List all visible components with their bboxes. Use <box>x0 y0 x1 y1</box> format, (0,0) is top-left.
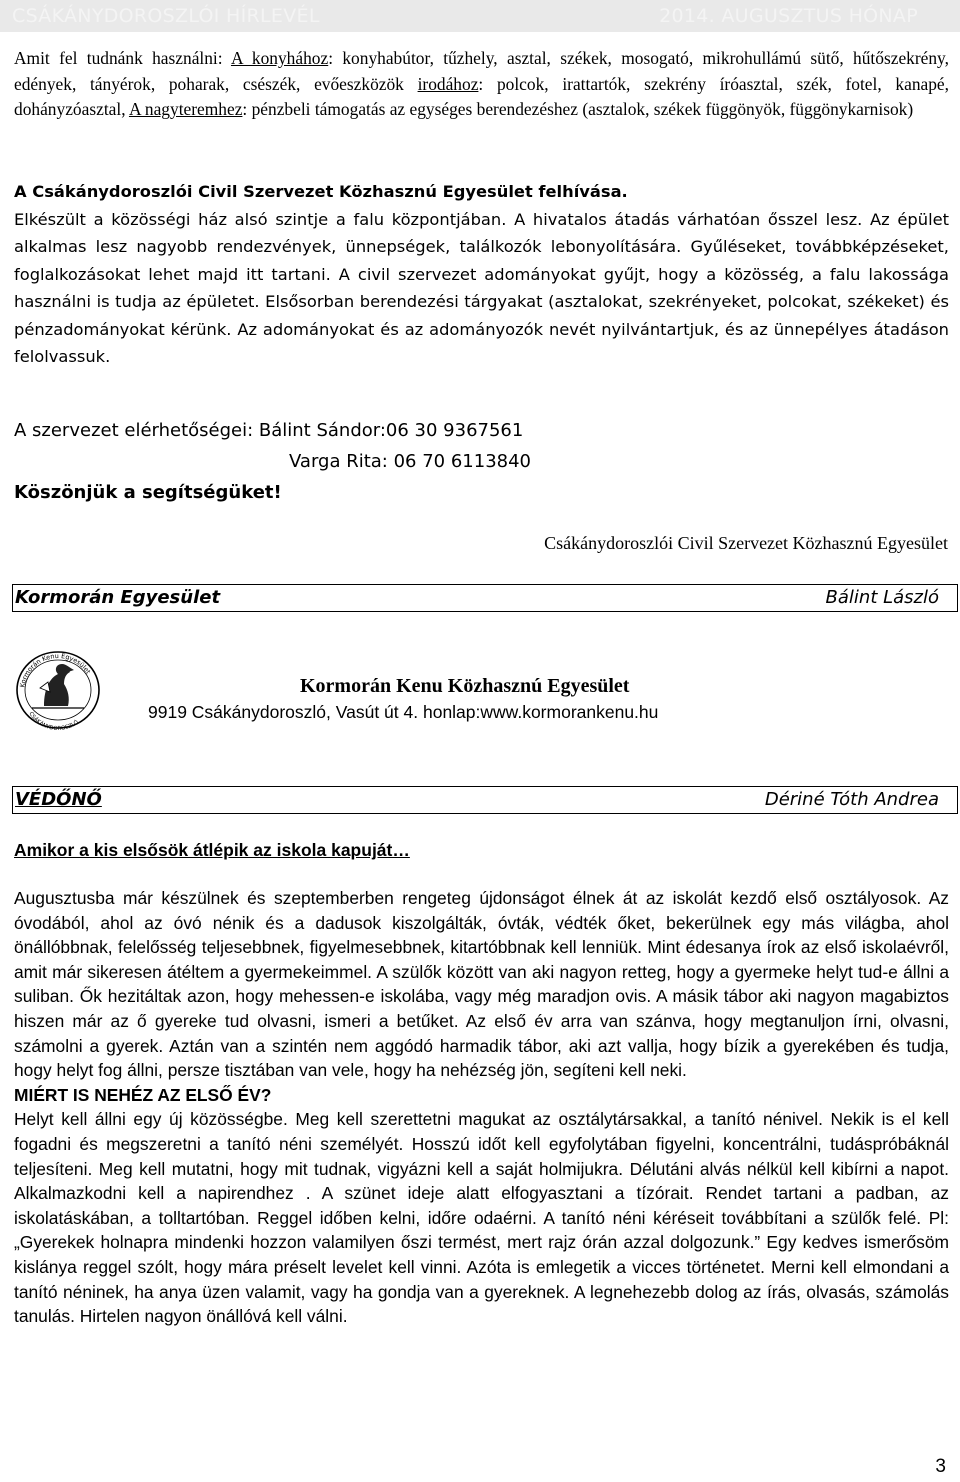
civil-appeal <box>14 178 949 371</box>
kormoran-section-title: Kormorán Egyesület <box>15 587 221 608</box>
issue-date: 2014. AUGUSZTUS HÓNAP <box>659 5 918 27</box>
vedono-author: Dériné Tóth Andrea <box>764 789 939 810</box>
logo-arc-text-bottom: CSÁKÁNYDOROSZLÓ <box>27 711 80 730</box>
hall-label: A nagyteremhez <box>128 99 243 119</box>
contacts-line-1: A szervezet elérhetőségei: Bálint Sándor:06 30 9367561 <box>14 420 524 441</box>
svg-text:CSÁKÁNYDOROSZLÓ <box>27 711 80 730</box>
article-paragraph-1: Augusztusba már készülnek és szeptemberben rengeteg újdonságot élnek át az iskolát kezdő első osztályosok. Az óvodából, ahol az óvó nénik és a dadusok kiszolgálták, óvták, védték őket, bekerülnek egy más világba, ahol önállóbbnak, felelősség teljesebbnek, figyelmesebbnek, kitartóbbnak kell lenniük. Mint édesanya írok az első iskolaévről, amit már sikeresen átéltem a gyermekeimmel. A szülők között van aki nagyon retteg, hogy a gyermeke helyt tud-e állni a suliban. Ők hezitáltak azon, hogy mehessen-e iskolába, vagy még maradjon ovis. A másik tábor aki nagyon magabiztos hiszen már az ő gyereke tud olvasni, ismeri a betűket. Az első év arra van szánva, hogy megtanuljon írni, olvasni, számolni a gyerek. Aztán van a szintén nem aggódó harmadik tábor, aki azt vallja, hogy bízik a gyerekében és tudja, hogy helyt fog állni, persze tisztában van vele, hogy ha nehézség jön, segíteni kell neki. <box>14 888 949 1081</box>
wishlist-lead: Amit fel tudnánk használni: <box>14 48 231 68</box>
office-label: irodához <box>417 73 479 94</box>
article-paragraph-2: Helyt kell állni egy új közösségbe. Meg kell szerettetni magukat az osztálytársakkal, a tanító nénivel. Nekik is el kell fogadni és megszeretni a tanító néni személyét. Hosszú időt kell egyfolytában figyelni, koncentrálni, tudáspróbáknál teljesíteni. Meg kell mutatni, hogy mit tudnak, vigyázni kell a saját holmijukra. Délutáni alvás nélkül kell kibírni a napot. Alkalmazkodni kell a napirendhez . A szünet ideje alatt elfogyasztani a tízórait. Rendet tartani a padban, az iskolatáskában, a tolltartóban. Reggel időben kelni, időre odaérni. A tanító néni kéréseit továbbítani a szülők felé. Pl: „Gyerekek holnapra mindenki hozzon valamilyen őszi termést, mert rajz órán azzal dolgozunk.” Egy kedves ismerősöm kislánya reggel szólt, hogy mára préselt levelet kell vinni. Azóta is emlegetik a vicces történetet. Merni kell elmondani a tanító néninek, ha anya üzen valamit, vagy ha gondja van a gyereknek. A legnehezebb dolog az írás, olvasás, számolás tanulás. Hirtelen nagyon önállóvá kell válni. <box>14 1109 949 1327</box>
kormoran-section-bar <box>12 584 958 612</box>
article-title: Amikor a kis elsősök átlépik az iskola kapuját… <box>14 840 410 860</box>
office-text: : polcok, irattartók, szekrény íróasztal, szék, fotel, kanapé, dohányzóasztal, <box>14 73 949 119</box>
article-subheading: MIÉRT IS NEHÉZ AZ ELSŐ ÉV? <box>14 1084 272 1105</box>
kormoran-address: 9919 Csákánydoroszló, Vasút út 4. honlap:www.kormorankenu.hu <box>148 702 659 722</box>
newsletter-title: CSÁKÁNYDOROSZLÓI HÍRLEVÉL <box>12 5 320 27</box>
vedono-section-bar <box>12 786 958 814</box>
kormoran-logo-icon <box>14 648 102 730</box>
kormoran-author: Bálint László <box>825 587 939 608</box>
page-number: 3 <box>935 1456 946 1477</box>
kormoran-org-title: Kormorán Kenu Közhasznú Egyesület <box>300 675 630 697</box>
civil-appeal-body: Elkészült a közösségi ház alsó szintje a falu központjában. A hivatalos átadás várhatóan ősszel lesz. Az épület alkalmas lesz nagyobb rendezvények, ünnepségek, találkozók lebonyolítására. Gyűléseket, továbbképzéseket, foglalkozásokat lehet majd itt tartani. A civil szervezet adományokat gyűjt, hogy a közösség, a falu lakossága használni is tudja az épületet. Elsősorban berendezési tárgyakat (asztalokat, szekrényeket, polcokat, székeket) és pénzadományokat kérünk. Az adományokat és az adományozók nevét nyilvántartjuk, és az ünnepélyes átadáson felolvassuk. <box>14 209 949 366</box>
page-header <box>0 0 960 32</box>
article-body <box>14 886 949 1329</box>
vedono-section-title: VÉDŐNŐ <box>15 789 102 810</box>
kitchen-label: A konyhához <box>230 48 329 68</box>
contacts-line-2: Varga Rita: 06 70 6113840 <box>289 451 532 472</box>
kitchen-text: : konyhabútor, tűzhely, asztal, székek, mosogató, mikrohullámú sütő, hűtőszekrény, edények, tányérok, poharak, csészék, evőeszközök <box>14 48 949 94</box>
donation-wishlist <box>14 46 949 123</box>
logo-arc-text-top: Kormorán Kenu Egyesület <box>18 651 93 689</box>
hall-text: : pénzbeli támogatás az egységes berendezéshez (asztalok, székek függönyök, függönykarnisok) <box>242 99 914 119</box>
thanks-text: Köszönjük a segítségüket! <box>14 482 282 503</box>
civil-signature: Csákánydoroszlói Civil Szervezet Közhasznú Egyesület <box>544 533 948 553</box>
civil-appeal-heading: A Csákánydoroszlói Civil Szervezet Közhasznú Egyesület felhívása. <box>14 182 628 201</box>
